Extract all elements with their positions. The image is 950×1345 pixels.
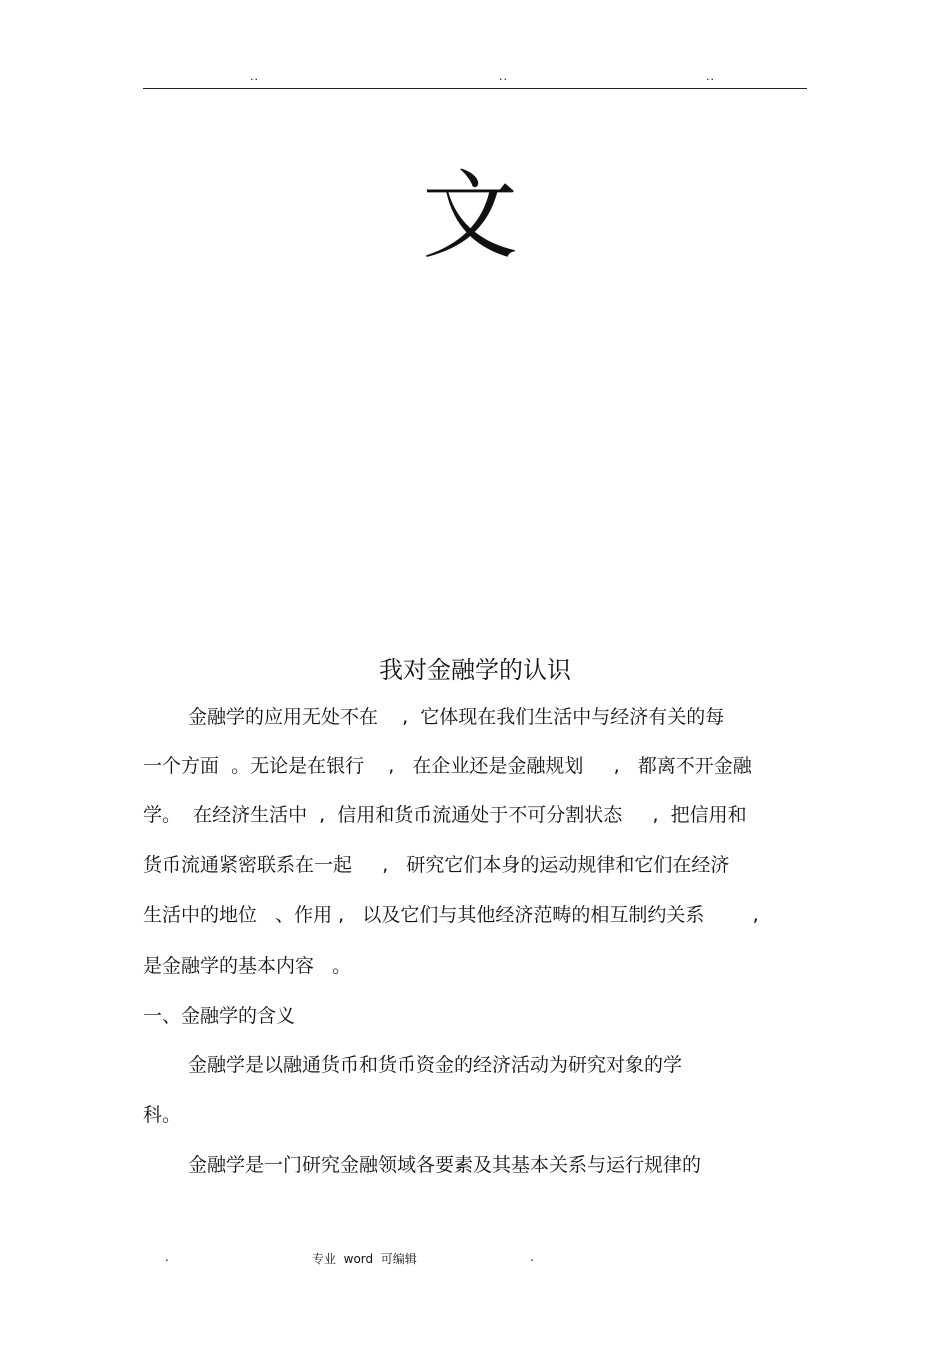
header-rule [143, 88, 807, 89]
paragraph-line: 学。 在经济生活中 , 信用和货币流通处于不可分割状态 , 把信用和 [143, 804, 747, 826]
paragraph-line: 金融学是以融通货币和货币资金的经济活动为研究对象的学 [188, 1054, 683, 1076]
header-dots-left: .. [250, 70, 259, 83]
paragraph-line: 科。 [143, 1104, 182, 1126]
paragraph-line: 生活中的地位 、作用 , 以及它们与其他经济范畴的相互制约关系 , [143, 904, 759, 926]
footer-dot-right: . [530, 1250, 534, 1264]
paragraph-line: 金融学的应用无处不在 , 它体现在我们生活中与经济有关的每 [188, 706, 725, 728]
paragraph-line: 金融学是一门研究金融领域各要素及其基本关系与运行规律的 [188, 1154, 702, 1176]
footer-text: 专业 word 可编辑 [312, 1252, 417, 1266]
header-dots-center: .. [499, 70, 508, 83]
document-title: 我对金融学的认识 [379, 656, 571, 684]
paragraph-line: 货币流通紧密联系在一起 , 研究它们本身的运动规律和它们在经济 [143, 854, 730, 876]
section-heading: 一、金融学的含义 [143, 1005, 296, 1027]
header-dots-right: .. [706, 70, 715, 83]
footer-dot-left: . [165, 1250, 169, 1264]
paragraph-line: 一个方面 。无论是在银行 , 在企业还是金融规划 , 都离不开金融 [143, 755, 752, 777]
cover-character: 文 [422, 160, 518, 272]
paragraph-line: 是金融学的基本内容 。 [143, 955, 352, 977]
